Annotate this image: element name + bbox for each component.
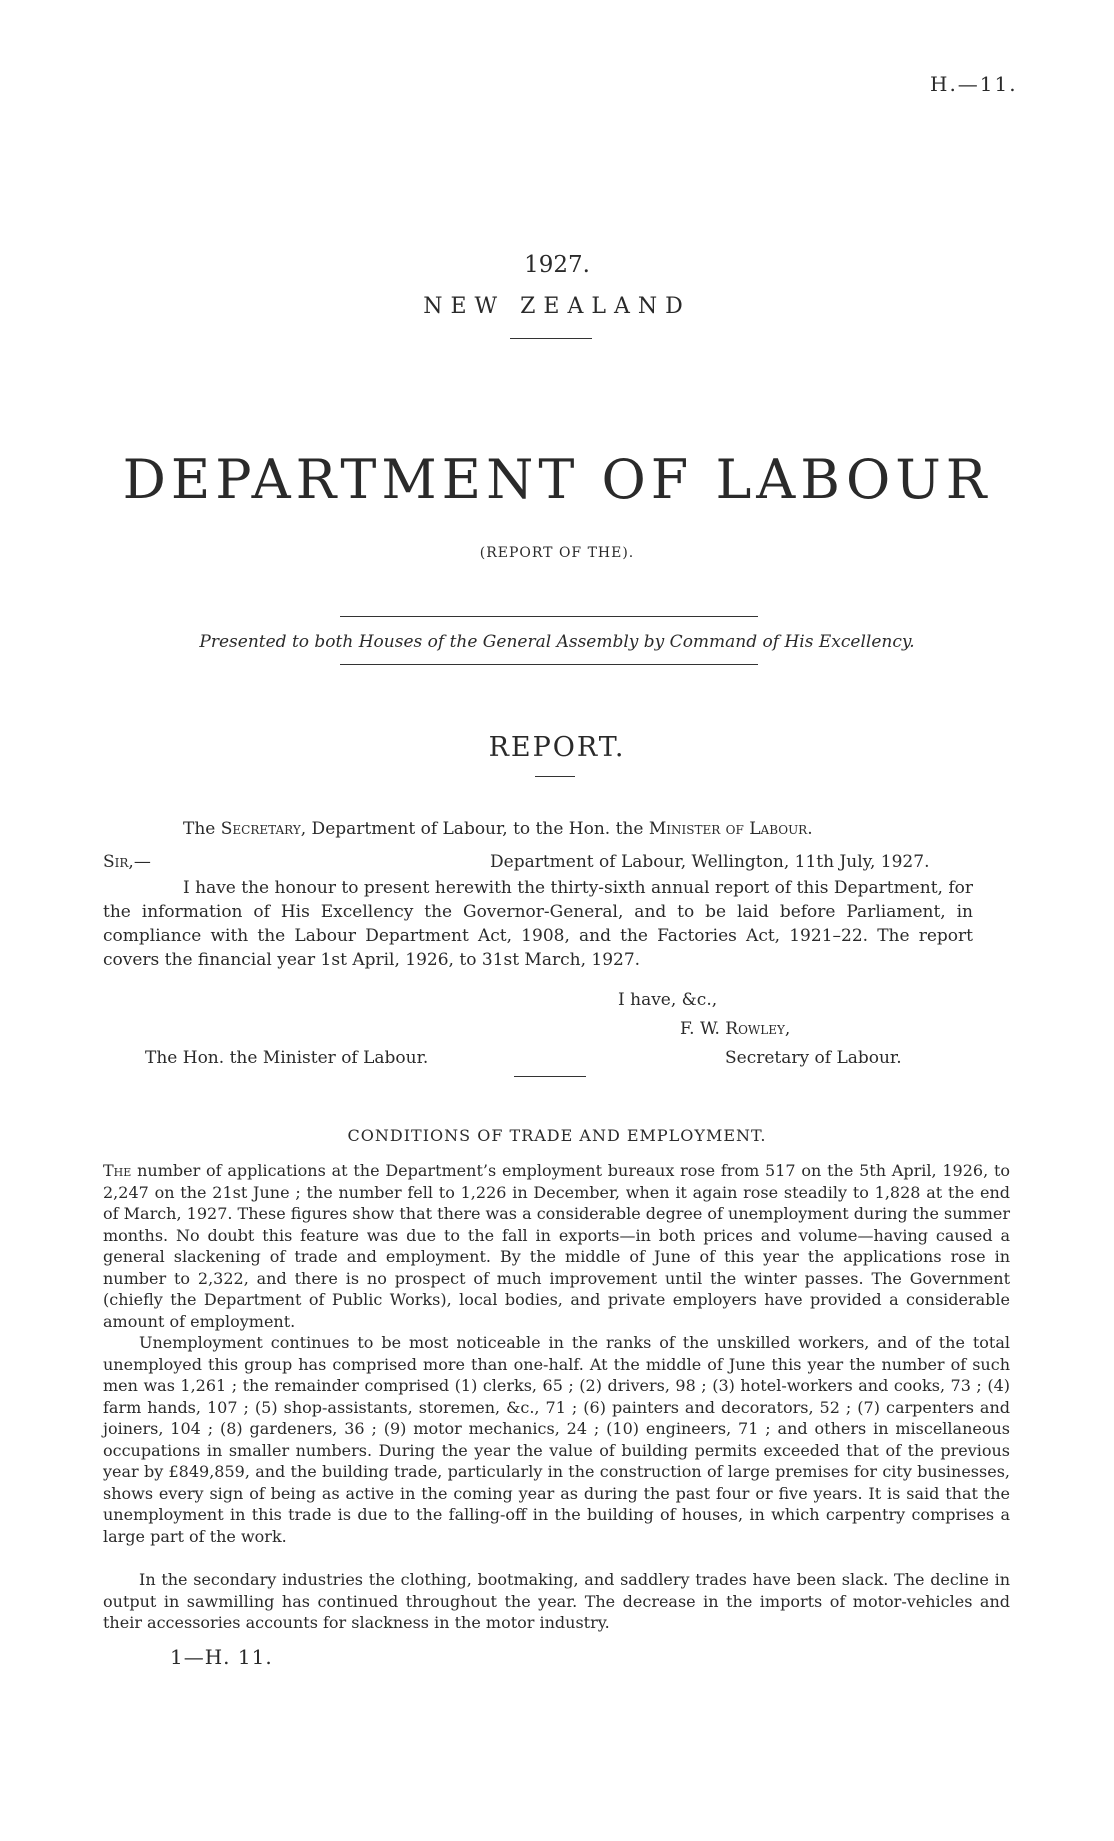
divider bbox=[340, 664, 758, 665]
document-subtitle: (REPORT OF THE). bbox=[479, 545, 635, 561]
paragraph-text: In the secondary industries the clothing, bootmaking, and saddlery trades have been slack. The decline in output in sawmilling has continued throughout the year. The decrease in the imports of motor-vehicles and their accessories accounts for slackness in the motor industry. bbox=[103, 1570, 1010, 1632]
address-text: , Department of Labour, to the Hon. the bbox=[300, 819, 649, 839]
presentation-note: Presented to both Houses of the General Assembly by Command of His Excellency. bbox=[199, 632, 915, 652]
section-heading: CONDITIONS OF TRADE AND EMPLOYMENT. bbox=[347, 1126, 767, 1145]
address-text: The bbox=[183, 819, 221, 839]
body-paragraph-1 bbox=[103, 1160, 1010, 1332]
country-heading: NEW ZEALAND bbox=[423, 294, 691, 319]
letter-text: I have the honour to present herewith the thirty-sixth annual report of this Department, for the information of His Excellency the Governor-General, and to be laid before Parliament, in compliance with the Labour Department Act, 1908, and the Factories Act, 1921–22. The report covers the financial year 1st April, 1926, to 31st March, 1927. bbox=[103, 878, 973, 970]
divider bbox=[340, 616, 758, 617]
letter-closing: I have, &c., bbox=[618, 990, 718, 1010]
paragraph-text: number of applications at the Department’s employment bureaux rose from 517 on the 5th April, 1926, to 2,247 on the 21st June ; the number fell to 1,226 in December, when it again rose steadily to 1,828 at the end of March, 1927. These figures show that there was a considerable degree of unemployment during the summer months. No doubt this feature was due to the fall in exports—in both prices and volume—having caused a general slackening of trade and employment. By the middle of June of this year the applications rose in number to 2,322, and there is no prospect of much improvement until the winter passes. The Government (chiefly the Department of Public Works), local bodies, and private employers have provided a considerable amount of employment. bbox=[103, 1161, 1010, 1331]
address-minister: Minister of Labour bbox=[648, 819, 808, 839]
body-paragraph-2 bbox=[103, 1332, 1010, 1547]
salutation: Sir,— bbox=[103, 852, 151, 872]
addressee: The Hon. the Minister of Labour. bbox=[145, 1048, 429, 1068]
report-year: 1927. bbox=[524, 252, 590, 278]
document-reference: H.—11. bbox=[930, 72, 1018, 96]
letter-address-line bbox=[183, 819, 813, 839]
address-text: . bbox=[807, 819, 813, 839]
lead-word: The bbox=[103, 1161, 132, 1180]
paragraph-text: Unemployment continues to be most noticeable in the ranks of the unskilled workers, and of the total unemployed this group has comprised more than one-half. At the middle of June this year the number of such men was 1,261 ; the remainder comprised (1) clerks, 65 ; (2) drivers, 98 ; (3) hotel-workers and cooks, 73 ; (4) farm hands, 107 ; (5) shop-assistants, storemen, &c., 71 ; (6) painters and decorators, 52 ; (7) carpenters and joiners, 104 ; (8) gardeners, 36 ; (9) motor mechanics, 24 ; (10) engineers, 71 ; and others in miscellaneous occupations in smaller numbers. During the year the value of building permits exceeded that of the previous year by £849,859, and the building trade, particularly in the construction of large premises for city businesses, shows every sign of being as active in the coming year as during the past four or five years. It is said that the unemployment in this trade is due to the falling-off in the building of houses, in which carpentry comprises a large part of the work. bbox=[103, 1333, 1010, 1546]
document-title: DEPARTMENT OF LABOUR bbox=[122, 448, 992, 511]
page-signature: 1—H. 11. bbox=[170, 1645, 273, 1669]
signatory-title: Secretary of Labour. bbox=[725, 1048, 902, 1068]
divider bbox=[535, 776, 575, 777]
location-date: Department of Labour, Wellington, 11th July, 1927. bbox=[490, 852, 930, 872]
divider bbox=[510, 338, 592, 339]
body-paragraph-3 bbox=[103, 1569, 1010, 1634]
signature: F. W. Rowley, bbox=[680, 1019, 791, 1039]
report-heading: REPORT. bbox=[488, 732, 626, 763]
letter-body bbox=[103, 876, 973, 972]
divider bbox=[514, 1076, 586, 1077]
address-secretary: Secretary bbox=[220, 819, 301, 839]
